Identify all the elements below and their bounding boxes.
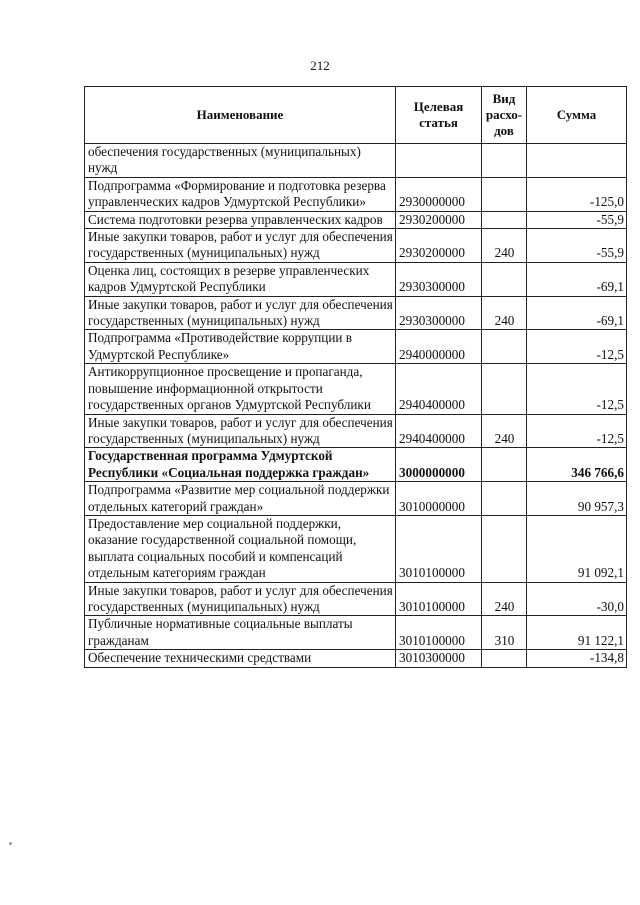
row-sum-cell: -69,1 [527, 296, 627, 330]
row-sum-cell: -30,0 [527, 582, 627, 616]
table-row [85, 650, 627, 667]
row-name-cell: Иные закупки товаров, работ и услуг для обеспечения государственных (муниципальных) нужд [85, 296, 396, 330]
row-target-article-cell: 2930300000 [396, 296, 482, 330]
page-number: 212 [310, 58, 330, 73]
row-sum-cell: 346 766,6 [527, 448, 627, 482]
row-name-cell: Антикоррупционное просвещение и пропаганда, повышение информационной открытости государственных органов Удмуртской Республики [85, 364, 396, 414]
table-body [85, 144, 627, 668]
row-name-cell: обеспечения государственных (муниципальных) нужд [85, 144, 396, 178]
row-expense-type-cell [482, 177, 527, 211]
table-row [85, 364, 627, 414]
row-name-cell: Публичные нормативные социальные выплаты гражданам [85, 616, 396, 650]
row-expense-type-cell: 310 [482, 616, 527, 650]
row-name-cell: Подпрограмма «Противодействие коррупции в Удмуртской Республике» [85, 330, 396, 364]
table-row [85, 616, 627, 650]
row-sum-cell: -69,1 [527, 262, 627, 296]
row-name-cell: Иные закупки товаров, работ и услуг для обеспечения государственных (муниципальных) нужд [85, 414, 396, 448]
table-row [85, 211, 627, 228]
table-row [85, 515, 627, 582]
row-expense-type-cell: 240 [482, 229, 527, 263]
header-target-article: Целевая статья [396, 87, 482, 144]
row-sum-cell: 90 957,3 [527, 482, 627, 516]
row-target-article-cell: 2930000000 [396, 177, 482, 211]
scan-speck [9, 842, 12, 845]
table-row [85, 448, 627, 482]
row-sum-cell: -125,0 [527, 177, 627, 211]
row-target-article-cell: 2930300000 [396, 262, 482, 296]
row-expense-type-cell [482, 650, 527, 667]
table-row [85, 582, 627, 616]
row-expense-type-cell: 240 [482, 582, 527, 616]
row-target-article-cell: 3010000000 [396, 482, 482, 516]
row-expense-type-cell: 240 [482, 414, 527, 448]
row-sum-cell: 91 092,1 [527, 515, 627, 582]
table-row [85, 229, 627, 263]
table-row [85, 482, 627, 516]
row-target-article-cell: 3010100000 [396, 582, 482, 616]
row-expense-type-cell: 240 [482, 296, 527, 330]
table-header-row [85, 87, 627, 144]
row-expense-type-cell [482, 448, 527, 482]
row-expense-type-cell [482, 515, 527, 582]
row-name-cell: Государственная программа Удмуртской Республики «Социальная поддержка граждан» [85, 448, 396, 482]
header-expense-type: Вид расхо-дов [482, 87, 527, 144]
row-name-cell: Обеспечение техническими средствами [85, 650, 396, 667]
row-target-article-cell: 2940400000 [396, 414, 482, 448]
row-sum-cell: -55,9 [527, 229, 627, 263]
row-target-article-cell: 3010100000 [396, 616, 482, 650]
row-target-article-cell [396, 144, 482, 178]
table-row [85, 330, 627, 364]
table-row [85, 144, 627, 178]
row-sum-cell: -12,5 [527, 364, 627, 414]
row-name-cell: Подпрограмма «Формирование и подготовка резерва управленческих кадров Удмуртской Республики» [85, 177, 396, 211]
row-expense-type-cell [482, 262, 527, 296]
budget-table [84, 86, 627, 668]
row-target-article-cell: 2930200000 [396, 229, 482, 263]
row-target-article-cell: 3010100000 [396, 515, 482, 582]
row-expense-type-cell [482, 330, 527, 364]
table-row [85, 177, 627, 211]
row-sum-cell: -12,5 [527, 414, 627, 448]
row-expense-type-cell [482, 144, 527, 178]
row-name-cell: Иные закупки товаров, работ и услуг для обеспечения государственных (муниципальных) нужд [85, 229, 396, 263]
header-name: Наименование [85, 87, 396, 144]
row-name-cell: Система подготовки резерва управленческих кадров [85, 211, 396, 228]
row-name-cell: Предоставление мер социальной поддержки, оказание государственной социальной помощи, выплата социальных пособий и компенсаций отдельным категориям граждан [85, 515, 396, 582]
row-sum-cell: -134,8 [527, 650, 627, 667]
row-expense-type-cell [482, 482, 527, 516]
row-expense-type-cell [482, 211, 527, 228]
row-target-article-cell: 2940400000 [396, 364, 482, 414]
row-target-article-cell: 2930200000 [396, 211, 482, 228]
row-sum-cell: -12,5 [527, 330, 627, 364]
table-row [85, 414, 627, 448]
row-name-cell: Подпрограмма «Развитие мер социальной поддержки отдельных категорий граждан» [85, 482, 396, 516]
table-row [85, 296, 627, 330]
table-row [85, 262, 627, 296]
row-sum-cell: -55,9 [527, 211, 627, 228]
header-sum: Сумма [527, 87, 627, 144]
row-name-cell: Иные закупки товаров, работ и услуг для обеспечения государственных (муниципальных) нужд [85, 582, 396, 616]
row-target-article-cell: 3010300000 [396, 650, 482, 667]
row-sum-cell: 91 122,1 [527, 616, 627, 650]
row-name-cell: Оценка лиц, состоящих в резерве управленческих кадров Удмуртской Республики [85, 262, 396, 296]
row-target-article-cell: 2940000000 [396, 330, 482, 364]
row-target-article-cell: 3000000000 [396, 448, 482, 482]
row-sum-cell [527, 144, 627, 178]
row-expense-type-cell [482, 364, 527, 414]
